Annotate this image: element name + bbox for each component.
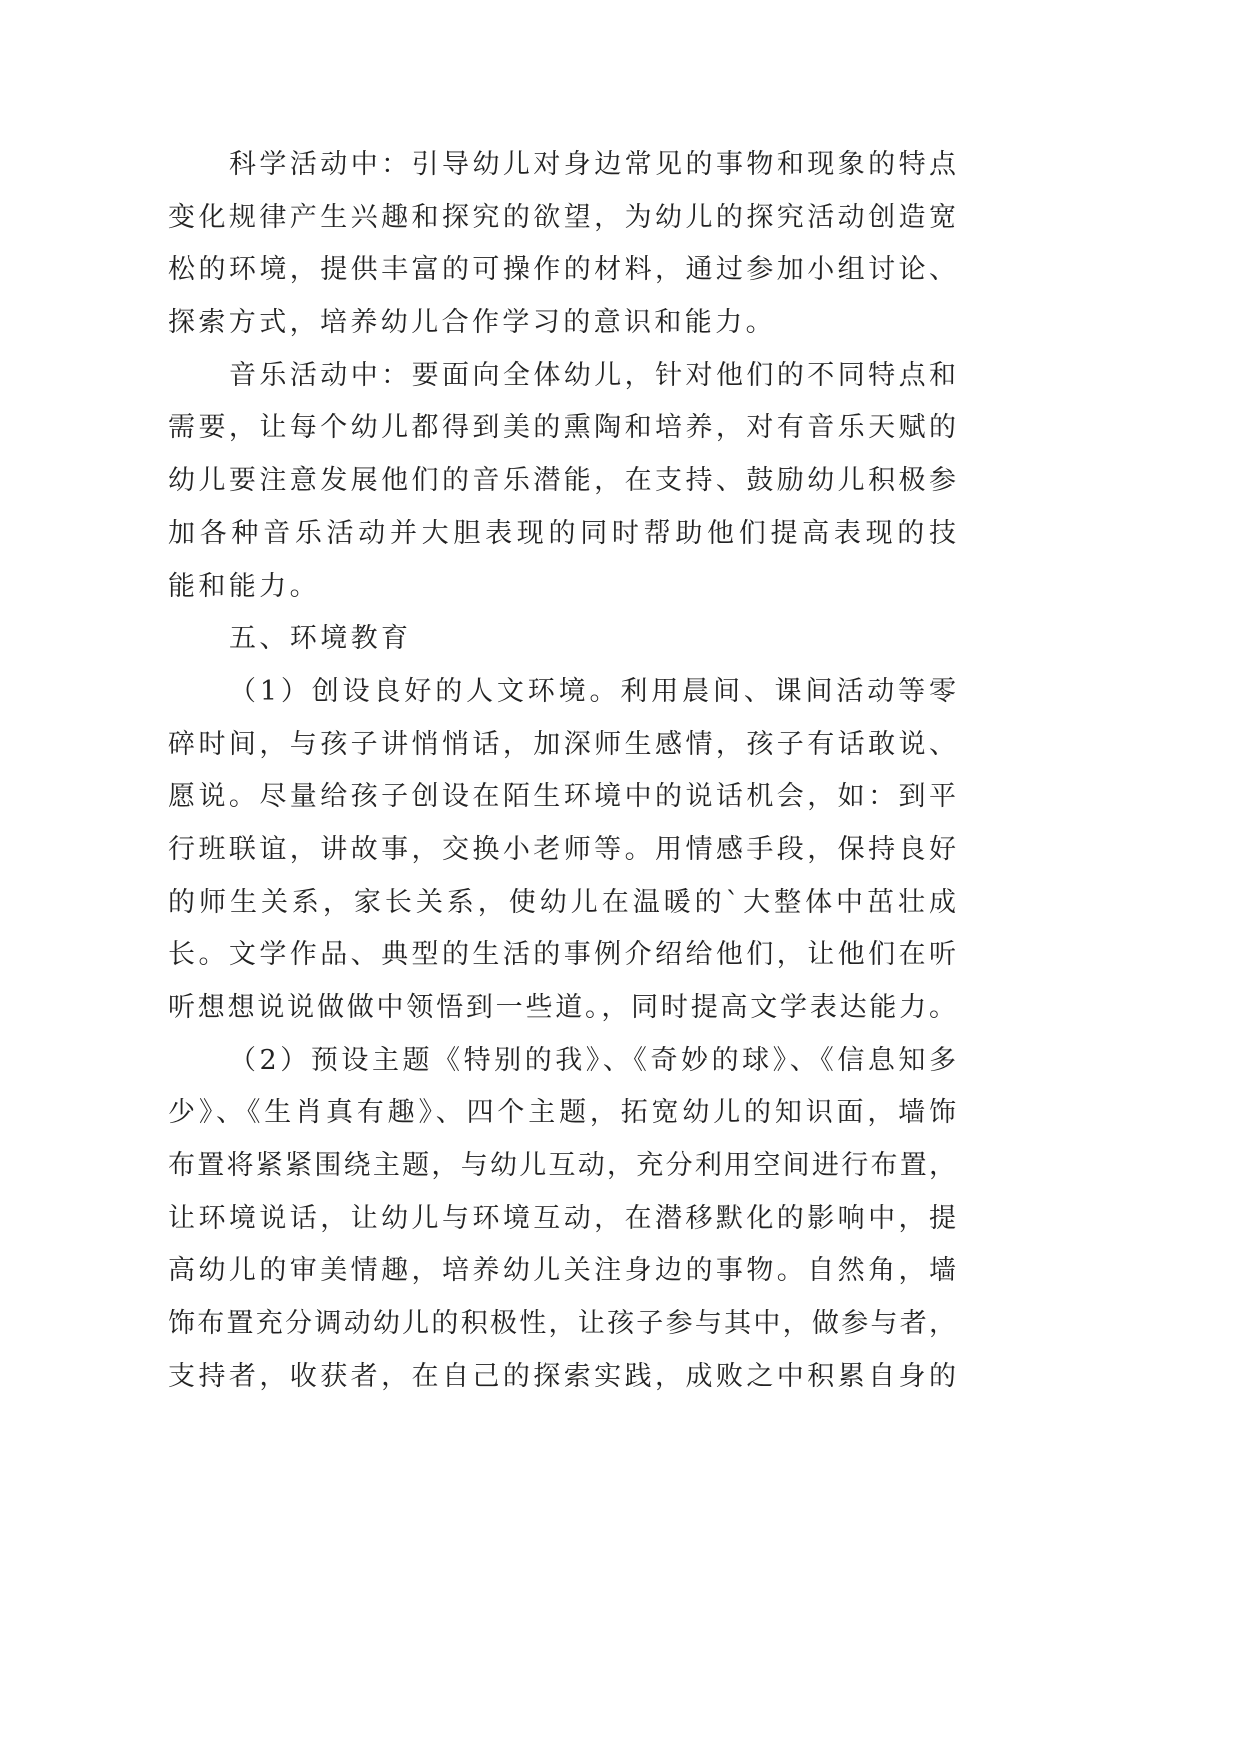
text-line: 科学活动中：引导幼儿对身边常见的事物和现象的特点	[229, 149, 958, 180]
text-line: 变化规律产生兴趣和探究的欲望，为幼儿的探究活动创造宽	[168, 201, 958, 233]
text-line: 愿说。尽量给孩子创设在陌生环境中的说话机会，如：到平	[168, 781, 958, 813]
text-line: 幼儿要注意发展他们的音乐潜能，在支持、鼓励幼儿积极参	[168, 465, 958, 497]
text-line: 的师生关系，家长关系，使幼儿在温暖的`大整体中茁壮成	[168, 886, 958, 918]
paragraph-music-activity	[168, 350, 958, 613]
text-line: 音乐活动中：要面向全体幼儿，针对他们的不同特点和	[229, 359, 958, 391]
text-line: 能和能力。	[168, 570, 320, 602]
text-line: 需要，让每个幼儿都得到美的熏陶和培养，对有音乐天赋的	[168, 412, 958, 444]
paragraph-item-1	[168, 666, 958, 1035]
text-line: 高幼儿的审美情趣，培养幼儿关注身边的事物。自然角，墙	[168, 1255, 958, 1287]
text-line: 探索方式，培养幼儿合作学习的意识和能力。	[168, 307, 776, 339]
paragraph-science-activity	[168, 139, 958, 350]
text-line: 长。文学作品、典型的生活的事例介绍给他们，让他们在听	[168, 939, 958, 971]
text-line: 布置将紧紧围绕主题，与幼儿互动，充分利用空间进行布置，	[168, 1150, 958, 1182]
paragraph-item-2	[168, 1035, 958, 1404]
text-line: 饰布置充分调动幼儿的积极性，让孩子参与其中，做参与者，	[168, 1308, 958, 1340]
text-line: （1）创设良好的人文环境。利用晨间、课间活动等零	[229, 675, 958, 707]
text-line: 松的环境，提供丰富的可操作的材料，通过参加小组讨论、	[168, 254, 958, 286]
text-line: 行班联谊，讲故事，交换小老师等。用情感手段，保持良好	[168, 833, 958, 865]
text-line: 支持者，收获者，在自己的探索实践，成败之中积累自身的	[168, 1360, 958, 1392]
text-line: 加各种音乐活动并大胆表现的同时帮助他们提高表现的技	[168, 517, 958, 549]
text-column	[168, 139, 958, 1404]
text-line: （2）预设主题《特别的我》、《奇妙的球》、《信息知多	[229, 1044, 958, 1076]
text-line: 让环境说话，让幼儿与环境互动，在潜移默化的影响中，提	[168, 1202, 958, 1234]
section-heading	[168, 613, 958, 666]
text-line: 碎时间，与孩子讲悄悄话，加深师生感情，孩子有话敢说、	[168, 728, 958, 760]
section-heading-text: 五、环境教育	[229, 623, 412, 655]
text-line: 听想想说说做做中领悟到一些道。，同时提高文学表达能力。	[168, 992, 958, 1023]
text-line: 少》、《生肖真有趣》、四个主题，拓宽幼儿的知识面，墙饰	[168, 1097, 958, 1129]
